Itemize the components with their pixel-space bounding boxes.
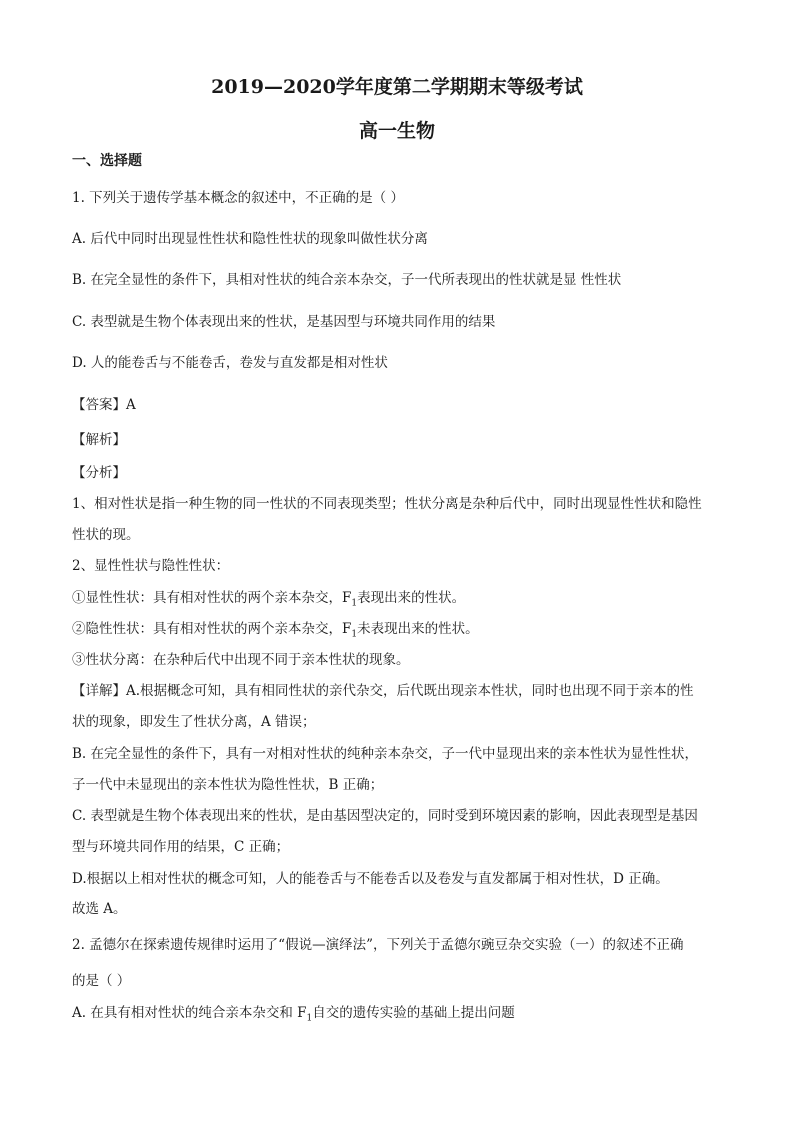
detail-a-1 (72, 682, 694, 700)
subscript: 1 (351, 598, 358, 609)
q2-option-a (72, 1004, 515, 1028)
detail-tag: 【详解】 (72, 683, 126, 699)
conclusion: 故选 A。 (72, 901, 127, 917)
answer-tag: 【答案】 (72, 397, 126, 413)
fenxi-segregation: ③性状分离：在杂种后代中出现不同于亲本性状的现象。 (72, 652, 410, 668)
q1-option-d: D. 人的能卷舌与不能卷舌，卷发与直发都是相对性状 (72, 355, 388, 371)
subscript: 1 (351, 629, 358, 640)
detail-c-1: C. 表型就是生物个体表现出来的性状，是由基因型决定的，同时受到环境因素的影响，因此表现型是基因 (72, 808, 698, 824)
text: ①显性性状：具有相对性状的两个亲本杂交，F (72, 590, 352, 606)
text: 表现出来的性状。 (357, 590, 466, 606)
text: A. 在具有相对性状的纯合亲本杂交和 F (72, 1005, 307, 1021)
subscript: 1 (306, 1013, 313, 1024)
q1-option-c: C. 表型就是生物个体表现出来的性状，是基因型与环境共同作用的结果 (72, 314, 496, 330)
q2-stem-1: 2. 孟德尔在探索遗传规律时运用了“假说—演绎法”，下列关于孟德尔豌豆杂交实验（一）的叙述不正确 (72, 937, 684, 953)
q2-stem-2: 的是（ ） (72, 973, 131, 989)
q1-answer (72, 396, 136, 414)
fenxi-point-1a: 1、相对性状是指一种生物的同一性状的不同表现类型；性状分离是杂种后代中，同时出现显性性状和隐性 (72, 496, 702, 512)
text: A.根据概念可知，具有相同性状的亲代杂交，后代既出现亲本性状，同时也出现不同于亲本的性 (126, 683, 694, 699)
detail-c-2: 型与环境共同作用的结果，C 正确； (72, 839, 290, 855)
fenxi-point-2: 2、显性性状与隐性性状： (72, 558, 230, 574)
detail-b-1: B. 在完全显性的条件下，具有一对相对性状的纯种亲本杂交，子一代中显现出来的亲本性状为显性性状， (72, 746, 699, 762)
fenxi-point-1b: 性状的现。 (72, 527, 140, 543)
detail-b-2: 子一代中未显现出的亲本性状为隐性性状，B 正确； (72, 777, 384, 793)
fenxi-tag: 【分析】 (72, 465, 126, 481)
detail-a-2: 状的现象，即发生了性状分离，A 错误； (72, 714, 316, 730)
section-heading: 一、选择题 (72, 153, 142, 169)
q1-stem: 1. 下列关于遗传学基本概念的叙述中，不正确的是（ ） (72, 190, 404, 206)
detail-d: D.根据以上相对性状的概念可知，人的能卷舌与不能卷舌以及卷发与直发都属于相对性状，D 正确。 (72, 871, 669, 887)
analysis-tag: 【解析】 (72, 432, 126, 448)
q1-option-b: B. 在完全显性的条件下，具相对性状的纯合亲本杂交，子一代所表现出的性状就是显 性性状 (72, 272, 622, 288)
fenxi-recessive (72, 620, 479, 644)
exam-subject: 高一生物 (358, 120, 435, 142)
text: 未表现出来的性状。 (357, 621, 479, 637)
fenxi-dominant (72, 589, 465, 613)
q1-option-a: A. 后代中同时出现显性性状和隐性性状的现象叫做性状分离 (72, 231, 428, 247)
exam-title: 2019—2020学年度第二学期期末等级考试 (211, 76, 583, 98)
text: ②隐性性状：具有相对性状的两个亲本杂交，F (72, 621, 352, 637)
text: 自交的遗传实验的基础上提出问题 (312, 1005, 515, 1021)
answer-value: A (126, 397, 136, 413)
